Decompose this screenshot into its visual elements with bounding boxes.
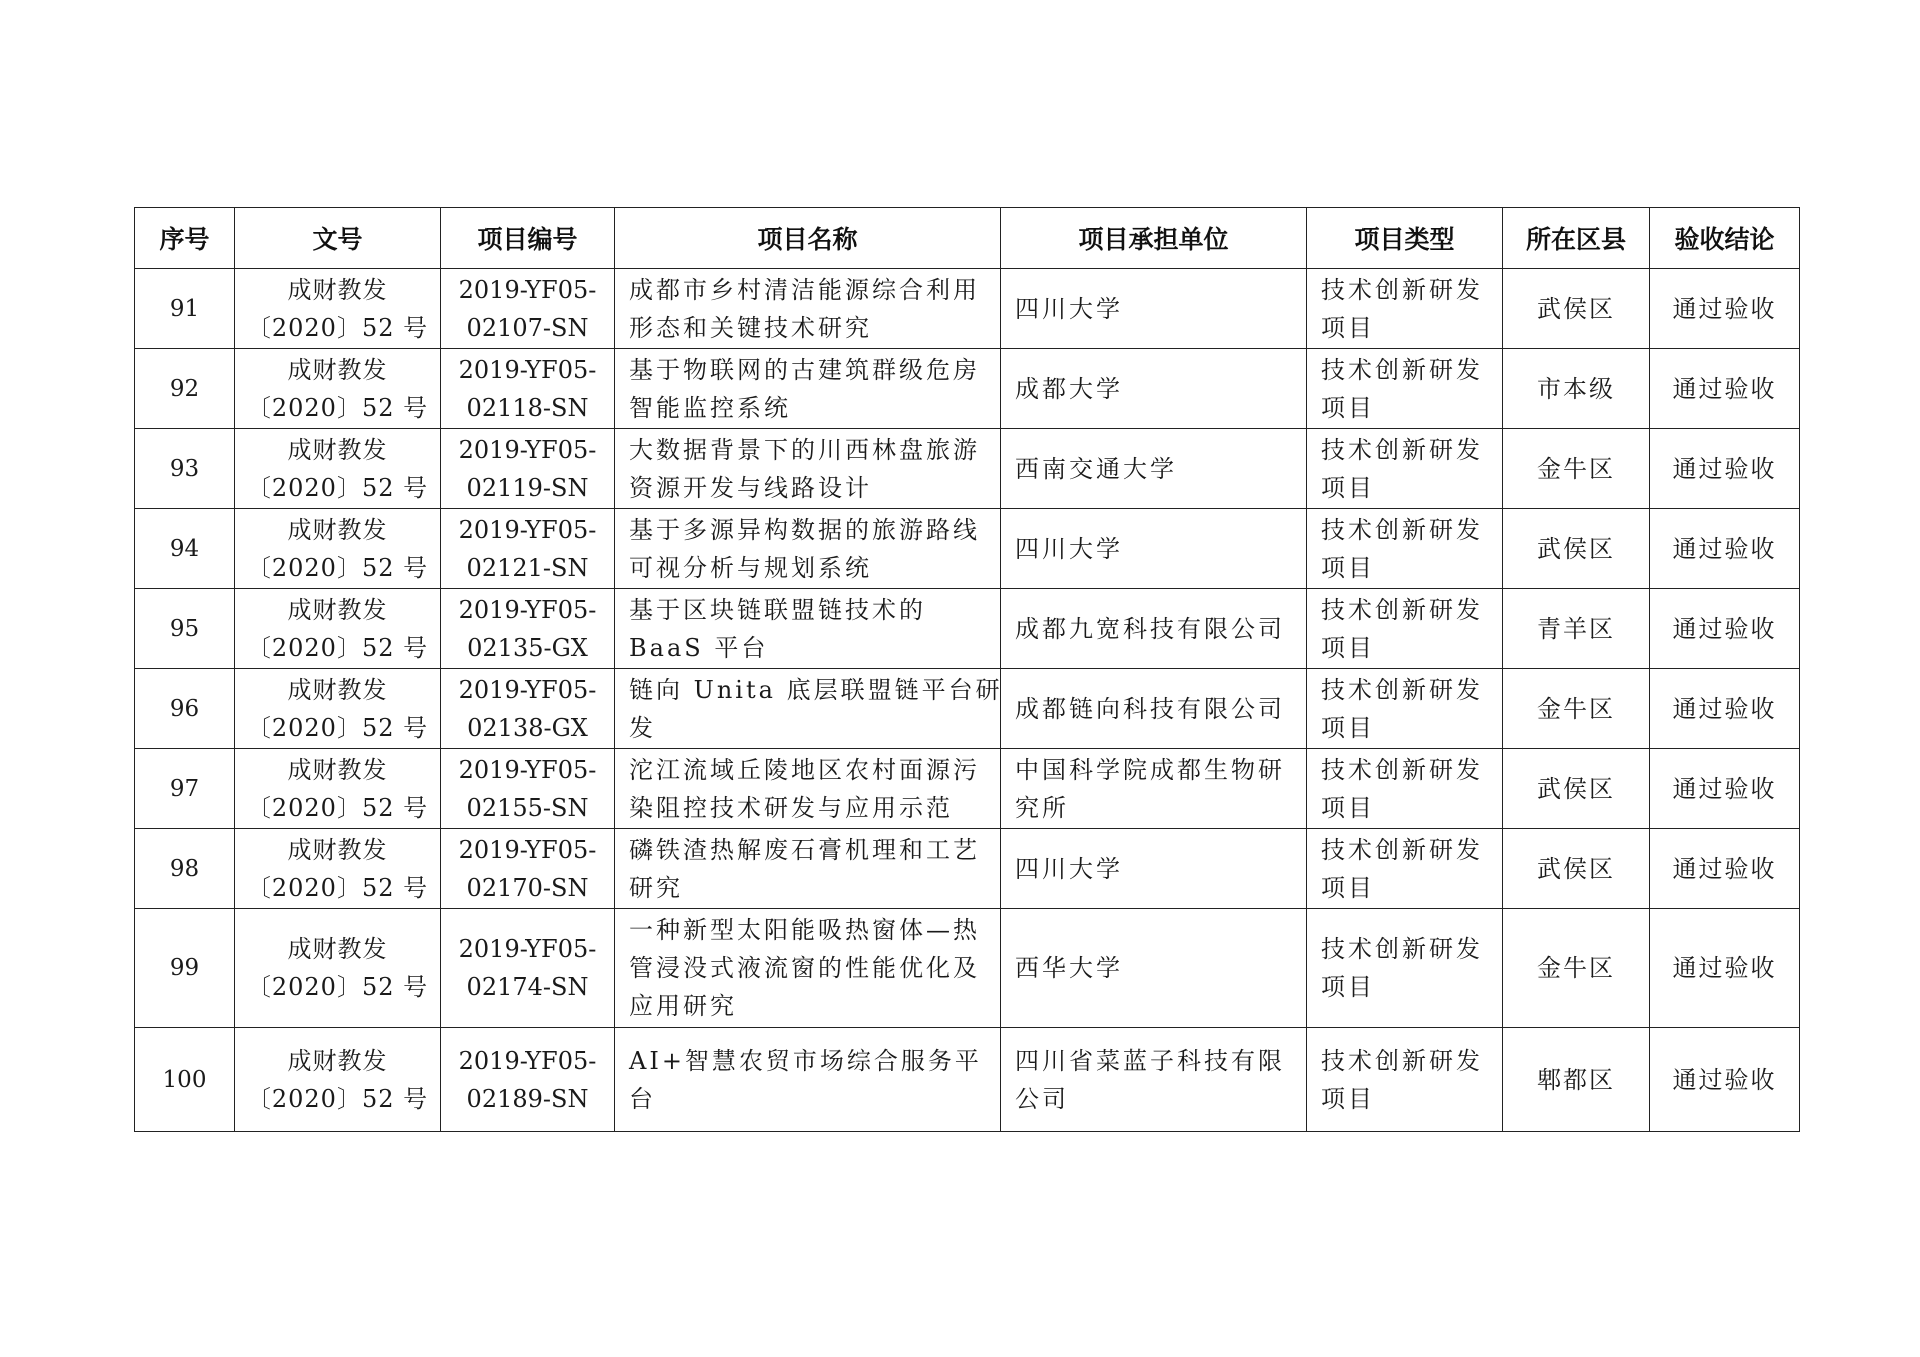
cell-doc-number-line: 成财教发 xyxy=(287,595,388,624)
cell-undertaking-unit xyxy=(1001,749,1307,829)
cell-doc-number-line: 成财教发 xyxy=(287,435,388,464)
header-project-type: 项目类型 xyxy=(1307,208,1503,269)
cell-project-name xyxy=(615,349,1001,429)
cell-project-type-line: 项目 xyxy=(1321,713,1375,742)
cell-seq xyxy=(135,749,235,829)
cell-doc-number-line: 〔2020〕52 号 xyxy=(246,313,429,342)
cell-district-text: 郫都区 xyxy=(1537,1065,1615,1094)
cell-project-type-line: 项目 xyxy=(1321,313,1375,342)
cell-project-name xyxy=(615,909,1001,1028)
header-doc-number: 文号 xyxy=(235,208,441,269)
cell-project-code xyxy=(441,1028,615,1132)
cell-project-type-line: 项目 xyxy=(1321,473,1375,502)
cell-project-type xyxy=(1307,509,1503,589)
cell-doc-number xyxy=(235,669,441,749)
cell-seq xyxy=(135,349,235,429)
cell-project-name-line: 磷铁渣热解废石膏机理和工艺 xyxy=(629,835,980,864)
cell-project-name-line: 沱江流域丘陵地区农村面源污 xyxy=(629,755,980,784)
cell-project-type xyxy=(1307,349,1503,429)
cell-project-name-line: 资源开发与线路设计 xyxy=(629,473,872,502)
cell-project-name-line: BaaS 平台 xyxy=(629,633,769,662)
cell-project-code xyxy=(441,509,615,589)
cell-doc-number xyxy=(235,349,441,429)
cell-project-type xyxy=(1307,669,1503,749)
cell-doc-number xyxy=(235,269,441,349)
cell-project-type xyxy=(1307,749,1503,829)
cell-district xyxy=(1503,909,1650,1028)
cell-doc-number-line: 成财教发 xyxy=(287,355,388,384)
cell-doc-number xyxy=(235,589,441,669)
cell-undertaking-unit xyxy=(1001,269,1307,349)
cell-project-name-line: 基于多源异构数据的旅游路线 xyxy=(629,515,980,544)
cell-undertaking-unit-line: 四川大学 xyxy=(1015,854,1123,883)
cell-project-code xyxy=(441,909,615,1028)
cell-project-name xyxy=(615,829,1001,909)
cell-acceptance-result-text: 通过验收 xyxy=(1672,614,1777,643)
cell-project-code xyxy=(441,749,615,829)
cell-project-type-line: 技术创新研发 xyxy=(1321,755,1483,784)
cell-seq-text: 94 xyxy=(169,535,200,562)
cell-project-type-line: 技术创新研发 xyxy=(1321,1046,1483,1075)
table-row xyxy=(135,829,1800,909)
cell-acceptance-result xyxy=(1650,669,1800,749)
cell-project-type-line: 技术创新研发 xyxy=(1321,935,1483,963)
cell-district-text: 金牛区 xyxy=(1537,454,1615,483)
cell-undertaking-unit-line: 公司 xyxy=(1015,1084,1069,1113)
cell-doc-number xyxy=(235,829,441,909)
cell-undertaking-unit xyxy=(1001,429,1307,509)
cell-seq xyxy=(135,669,235,749)
cell-project-code-line: 02135-GX xyxy=(467,633,588,662)
cell-undertaking-unit-line: 究所 xyxy=(1015,793,1069,822)
cell-project-code-line: 2019-YF05- xyxy=(458,675,597,704)
cell-seq xyxy=(135,589,235,669)
cell-project-code-line: 02121-SN xyxy=(466,553,589,582)
cell-district xyxy=(1503,749,1650,829)
cell-doc-number-line: 成财教发 xyxy=(287,835,388,864)
cell-project-name-line: 应用研究 xyxy=(629,992,737,1020)
cell-project-name xyxy=(615,589,1001,669)
cell-project-code-line: 2019-YF05- xyxy=(458,935,597,963)
cell-project-type-line: 技术创新研发 xyxy=(1321,515,1483,544)
cell-doc-number-line: 〔2020〕52 号 xyxy=(246,633,429,662)
cell-undertaking-unit-line: 西华大学 xyxy=(1015,954,1123,982)
cell-project-code-line: 2019-YF05- xyxy=(458,595,597,624)
cell-project-name xyxy=(615,749,1001,829)
cell-undertaking-unit xyxy=(1001,669,1307,749)
cell-project-name xyxy=(615,429,1001,509)
header-undertaking-unit: 项目承担单位 xyxy=(1001,208,1307,269)
cell-district xyxy=(1503,1028,1650,1132)
cell-project-type-line: 项目 xyxy=(1321,553,1375,582)
table-row xyxy=(135,669,1800,749)
cell-seq xyxy=(135,909,235,1028)
table-row xyxy=(135,269,1800,349)
cell-project-type xyxy=(1307,1028,1503,1132)
cell-undertaking-unit-line: 四川省菜蓝子科技有限 xyxy=(1015,1046,1285,1075)
cell-project-type xyxy=(1307,269,1503,349)
cell-acceptance-result xyxy=(1650,349,1800,429)
cell-project-name-line: 基于区块链联盟链技术的 xyxy=(629,595,926,624)
cell-undertaking-unit-line: 西南交通大学 xyxy=(1015,454,1177,483)
table-row xyxy=(135,1028,1800,1132)
cell-project-type xyxy=(1307,829,1503,909)
cell-undertaking-unit xyxy=(1001,589,1307,669)
cell-acceptance-result-text: 通过验收 xyxy=(1672,454,1777,483)
cell-project-code xyxy=(441,669,615,749)
cell-doc-number xyxy=(235,509,441,589)
table-row xyxy=(135,909,1800,1028)
cell-district-text: 武侯区 xyxy=(1537,294,1615,323)
cell-district xyxy=(1503,669,1650,749)
cell-project-code-line: 2019-YF05- xyxy=(458,275,597,304)
cell-project-type-line: 技术创新研发 xyxy=(1321,435,1483,464)
cell-district xyxy=(1503,509,1650,589)
cell-project-code-line: 02155-SN xyxy=(466,793,589,822)
cell-project-name-line: 智能监控系统 xyxy=(629,393,791,422)
cell-district-text: 金牛区 xyxy=(1537,694,1615,723)
cell-seq xyxy=(135,429,235,509)
cell-district-text: 武侯区 xyxy=(1537,534,1615,563)
cell-acceptance-result-text: 通过验收 xyxy=(1672,954,1777,982)
cell-doc-number-line: 〔2020〕52 号 xyxy=(246,553,429,582)
table-row xyxy=(135,589,1800,669)
table-row xyxy=(135,509,1800,589)
cell-acceptance-result xyxy=(1650,269,1800,349)
header-district: 所在区县 xyxy=(1503,208,1650,269)
cell-doc-number xyxy=(235,1028,441,1132)
cell-project-code xyxy=(441,269,615,349)
cell-seq-text: 97 xyxy=(169,775,200,802)
cell-undertaking-unit-line: 中国科学院成都生物研 xyxy=(1015,755,1285,784)
cell-doc-number-line: 〔2020〕52 号 xyxy=(246,873,429,902)
table-body xyxy=(135,269,1800,1132)
cell-project-name xyxy=(615,1028,1001,1132)
cell-project-type-line: 项目 xyxy=(1321,1084,1375,1113)
cell-doc-number xyxy=(235,909,441,1028)
cell-project-type-line: 技术创新研发 xyxy=(1321,355,1483,384)
cell-doc-number-line: 〔2020〕52 号 xyxy=(246,973,429,1001)
cell-acceptance-result xyxy=(1650,909,1800,1028)
cell-project-code xyxy=(441,349,615,429)
cell-project-name-line: 可视分析与规划系统 xyxy=(629,553,872,582)
cell-seq xyxy=(135,829,235,909)
cell-project-name-line: 研究 xyxy=(629,873,683,902)
cell-project-name-line: 链向 Unita 底层联盟链平台研 xyxy=(629,675,1003,704)
cell-project-code xyxy=(441,589,615,669)
cell-doc-number xyxy=(235,429,441,509)
cell-district xyxy=(1503,429,1650,509)
cell-project-name-line: 一种新型太阳能吸热窗体—热 xyxy=(629,916,980,944)
cell-project-code-line: 2019-YF05- xyxy=(458,755,597,784)
cell-project-name-line: 大数据背景下的川西林盘旅游 xyxy=(629,435,980,464)
cell-project-name-line: 发 xyxy=(629,713,656,742)
header-seq: 序号 xyxy=(135,208,235,269)
table-row xyxy=(135,749,1800,829)
cell-project-code-line: 02107-SN xyxy=(466,313,589,342)
cell-project-type-line: 项目 xyxy=(1321,793,1375,822)
cell-seq-text: 95 xyxy=(169,615,200,642)
cell-undertaking-unit xyxy=(1001,509,1307,589)
cell-acceptance-result-text: 通过验收 xyxy=(1672,854,1777,883)
cell-seq xyxy=(135,509,235,589)
cell-acceptance-result-text: 通过验收 xyxy=(1672,1065,1777,1094)
cell-doc-number-line: 成财教发 xyxy=(287,1046,388,1075)
cell-district xyxy=(1503,269,1650,349)
cell-acceptance-result-text: 通过验收 xyxy=(1672,374,1777,403)
cell-acceptance-result xyxy=(1650,509,1800,589)
cell-doc-number xyxy=(235,749,441,829)
cell-project-code-line: 02174-SN xyxy=(466,973,589,1001)
cell-acceptance-result-text: 通过验收 xyxy=(1672,294,1777,323)
cell-undertaking-unit-line: 成都链向科技有限公司 xyxy=(1015,694,1285,723)
cell-project-code xyxy=(441,429,615,509)
cell-district-text: 青羊区 xyxy=(1537,614,1615,643)
header-acceptance-result: 验收结论 xyxy=(1650,208,1800,269)
cell-project-name-line: 台 xyxy=(629,1084,656,1113)
cell-seq-text: 100 xyxy=(162,1066,207,1093)
cell-project-name-line: 基于物联网的古建筑群级危房 xyxy=(629,355,980,384)
cell-seq xyxy=(135,1028,235,1132)
table-row xyxy=(135,429,1800,509)
cell-project-code-line: 02189-SN xyxy=(466,1084,589,1113)
cell-project-code-line: 2019-YF05- xyxy=(458,515,597,544)
cell-district xyxy=(1503,589,1650,669)
cell-doc-number-line: 成财教发 xyxy=(287,515,388,544)
cell-seq-text: 98 xyxy=(169,855,200,882)
cell-district xyxy=(1503,829,1650,909)
header-project-name: 项目名称 xyxy=(615,208,1001,269)
table-header-row xyxy=(135,208,1800,269)
cell-doc-number-line: 〔2020〕52 号 xyxy=(246,393,429,422)
cell-district-text: 武侯区 xyxy=(1537,854,1615,883)
cell-project-code-line: 2019-YF05- xyxy=(458,435,597,464)
cell-project-type-line: 项目 xyxy=(1321,633,1375,662)
cell-undertaking-unit-line: 四川大学 xyxy=(1015,294,1123,323)
cell-doc-number-line: 成财教发 xyxy=(287,675,388,704)
cell-project-code-line: 02119-SN xyxy=(466,473,589,502)
cell-seq-text: 92 xyxy=(169,375,200,402)
cell-project-type-line: 技术创新研发 xyxy=(1321,835,1483,864)
cell-acceptance-result xyxy=(1650,749,1800,829)
cell-acceptance-result xyxy=(1650,429,1800,509)
cell-doc-number-line: 成财教发 xyxy=(287,935,388,963)
cell-undertaking-unit-line: 四川大学 xyxy=(1015,534,1123,563)
cell-project-type-line: 技术创新研发 xyxy=(1321,275,1483,304)
cell-doc-number-line: 成财教发 xyxy=(287,275,388,304)
cell-undertaking-unit xyxy=(1001,909,1307,1028)
cell-project-name-line: AI+智慧农贸市场综合服务平 xyxy=(629,1046,982,1075)
cell-project-name xyxy=(615,669,1001,749)
cell-project-type-line: 技术创新研发 xyxy=(1321,595,1483,624)
cell-undertaking-unit xyxy=(1001,1028,1307,1132)
cell-doc-number-line: 〔2020〕52 号 xyxy=(246,473,429,502)
cell-acceptance-result-text: 通过验收 xyxy=(1672,774,1777,803)
cell-project-code-line: 02170-SN xyxy=(466,873,589,902)
cell-project-name-line: 管浸没式液流窗的性能优化及 xyxy=(629,954,980,982)
cell-project-code-line: 2019-YF05- xyxy=(458,355,597,384)
table-row xyxy=(135,349,1800,429)
cell-doc-number-line: 〔2020〕52 号 xyxy=(246,1084,429,1113)
cell-district-text: 市本级 xyxy=(1537,374,1615,403)
cell-doc-number-line: 〔2020〕52 号 xyxy=(246,793,429,822)
cell-acceptance-result xyxy=(1650,1028,1800,1132)
cell-project-name xyxy=(615,269,1001,349)
cell-project-name-line: 形态和关键技术研究 xyxy=(629,313,872,342)
cell-acceptance-result-text: 通过验收 xyxy=(1672,534,1777,563)
cell-project-type-line: 项目 xyxy=(1321,393,1375,422)
cell-district xyxy=(1503,349,1650,429)
cell-project-type xyxy=(1307,429,1503,509)
cell-seq-text: 93 xyxy=(169,455,200,482)
cell-project-type-line: 项目 xyxy=(1321,873,1375,902)
cell-district-text: 金牛区 xyxy=(1537,954,1615,982)
cell-project-code xyxy=(441,829,615,909)
cell-project-code-line: 2019-YF05- xyxy=(458,1046,597,1075)
cell-acceptance-result xyxy=(1650,829,1800,909)
cell-project-name-line: 成都市乡村清洁能源综合利用 xyxy=(629,275,980,304)
cell-doc-number-line: 〔2020〕52 号 xyxy=(246,713,429,742)
cell-project-type xyxy=(1307,589,1503,669)
cell-undertaking-unit-line: 成都九宽科技有限公司 xyxy=(1015,614,1285,643)
cell-project-name xyxy=(615,509,1001,589)
cell-project-type-line: 技术创新研发 xyxy=(1321,675,1483,704)
cell-undertaking-unit xyxy=(1001,349,1307,429)
project-acceptance-table xyxy=(134,207,1800,1132)
cell-doc-number-line: 成财教发 xyxy=(287,755,388,784)
cell-seq xyxy=(135,269,235,349)
cell-acceptance-result-text: 通过验收 xyxy=(1672,694,1777,723)
header-project-code: 项目编号 xyxy=(441,208,615,269)
cell-district-text: 武侯区 xyxy=(1537,774,1615,803)
cell-seq-text: 96 xyxy=(169,695,200,722)
cell-project-type-line: 项目 xyxy=(1321,973,1375,1001)
cell-project-code-line: 02118-SN xyxy=(466,393,589,422)
cell-project-type xyxy=(1307,909,1503,1028)
cell-seq-text: 99 xyxy=(169,955,200,981)
cell-project-code-line: 02138-GX xyxy=(467,713,588,742)
cell-project-name-line: 染阻控技术研发与应用示范 xyxy=(629,793,953,822)
cell-undertaking-unit-line: 成都大学 xyxy=(1015,374,1123,403)
cell-acceptance-result xyxy=(1650,589,1800,669)
cell-project-code-line: 2019-YF05- xyxy=(458,835,597,864)
cell-undertaking-unit xyxy=(1001,829,1307,909)
cell-seq-text: 91 xyxy=(169,295,200,322)
